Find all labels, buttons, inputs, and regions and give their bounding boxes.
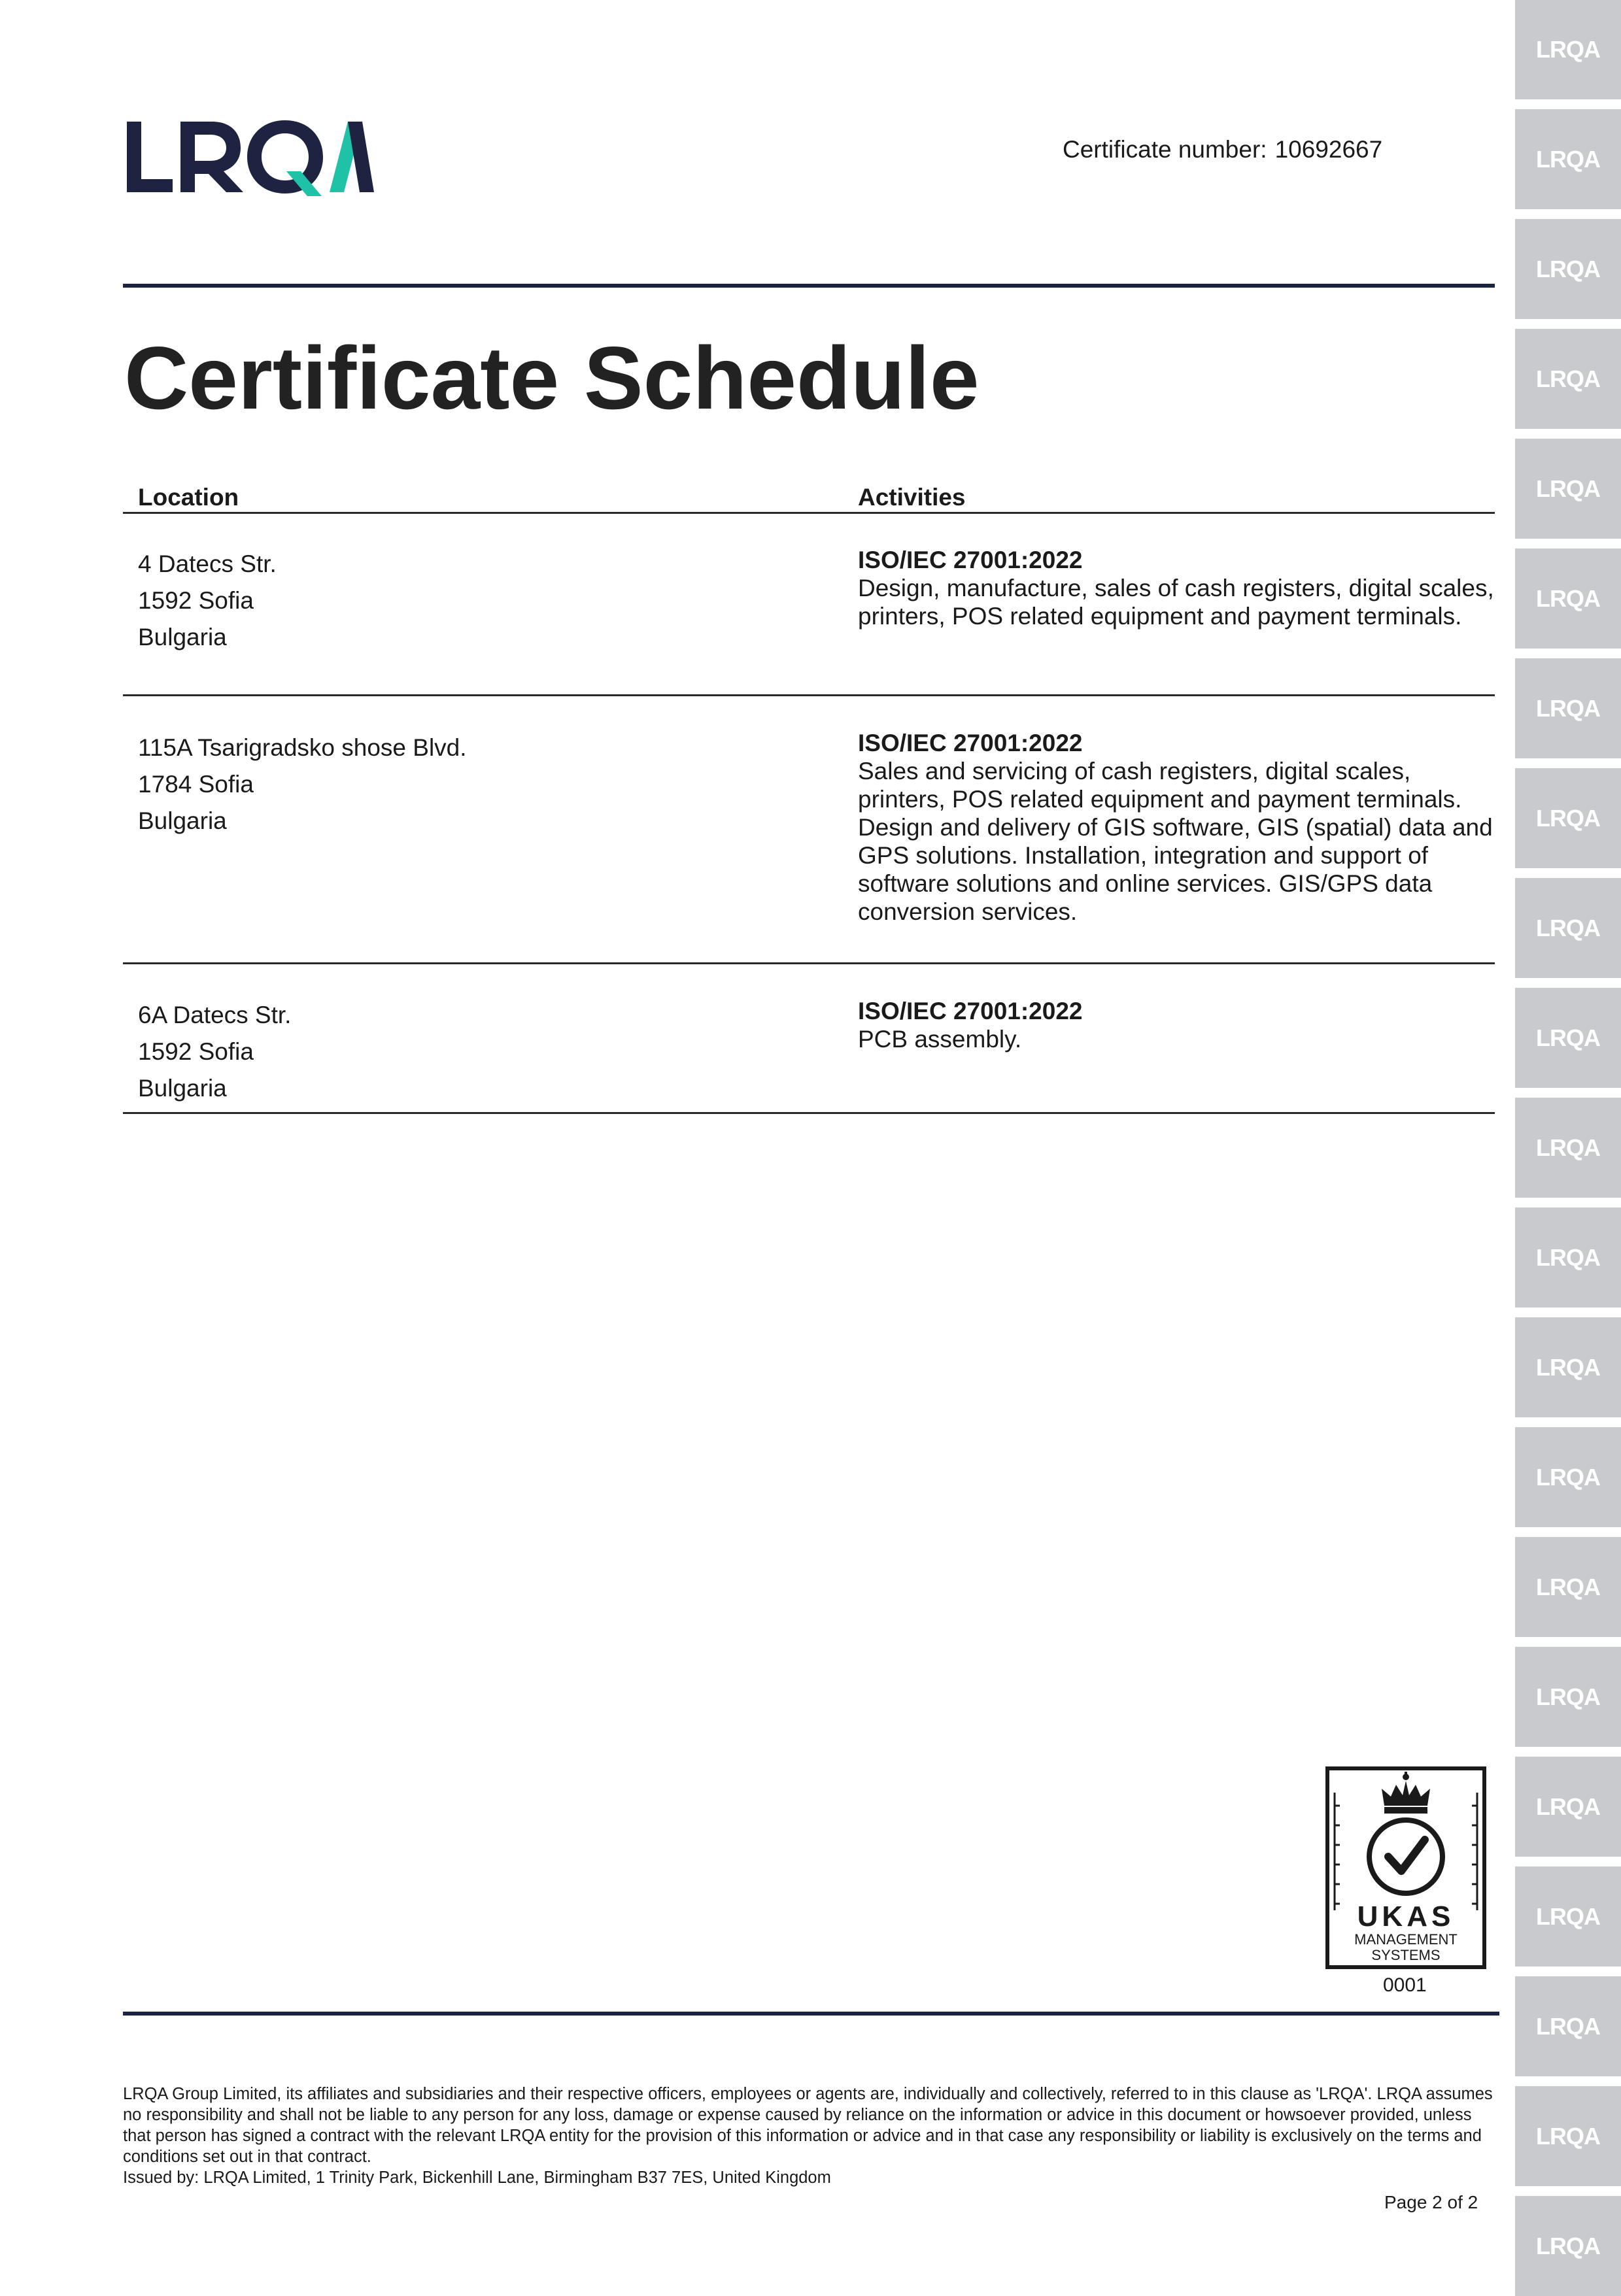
side-tab-label: LRQA (1515, 768, 1621, 868)
side-tab-label: LRQA (1515, 988, 1621, 1088)
side-tab-label: LRQA (1515, 2196, 1621, 2296)
side-tab-label: LRQA (1515, 1098, 1621, 1198)
address-line: 1592 Sofia (138, 1038, 254, 1065)
ukas-title: UKAS (1357, 1900, 1455, 1933)
table-bottom-divider (123, 1112, 1495, 1114)
address-line: Bulgaria (138, 624, 227, 650)
ukas-code: 0001 (1383, 1974, 1427, 1996)
certificate-number-value: 10692667 (1274, 136, 1383, 163)
ukas-accreditation-mark (1325, 1766, 1486, 1969)
side-tab-label: LRQA (1515, 1647, 1621, 1747)
side-tab-label: LRQA (1515, 1207, 1621, 1308)
ukas-line-2: SYSTEMS (1371, 1947, 1441, 1963)
side-tab-label: LRQA (1515, 2086, 1621, 2186)
standard-label: ISO/IEC 27001:2022 (858, 547, 1083, 573)
address-line: 6A Datecs Str. (138, 1002, 292, 1028)
column-header-location: Location (138, 484, 239, 511)
side-tab-label: LRQA (1515, 549, 1621, 649)
side-tab-label: LRQA (1515, 219, 1621, 319)
side-tab-label: LRQA (1515, 658, 1621, 758)
side-tab-label: LRQA (1515, 109, 1621, 209)
side-tab-label: LRQA (1515, 1317, 1621, 1417)
column-header-activities: Activities (858, 484, 966, 511)
certificate-number (1063, 136, 1382, 163)
address-line: 115A Tsarigradsko shose Blvd. (138, 734, 467, 761)
legal-disclaimer (123, 2084, 1503, 2188)
ukas-line-1: MANAGEMENT (1354, 1931, 1458, 1948)
table-row-1-activities (858, 546, 1499, 630)
table-row-1-location (138, 546, 277, 656)
lrqa-logo (126, 116, 374, 197)
activities-text: Design, manufacture, sales of cash registers, digital scales, printers, POS related equipment and payment terminals. (858, 575, 1494, 630)
table-row-2-activities (858, 729, 1499, 926)
address-line: Bulgaria (138, 1075, 227, 1102)
side-tab-label: LRQA (1515, 1976, 1621, 2076)
standard-label: ISO/IEC 27001:2022 (858, 730, 1083, 756)
side-tab-label: LRQA (1515, 878, 1621, 978)
table-row-3-activities (858, 997, 1499, 1053)
side-tab-label: LRQA (1515, 1866, 1621, 1967)
page-number: Page 2 of 2 (1384, 2192, 1478, 2212)
disclaimer-text: LRQA Group Limited, its affiliates and subsidiaries and their respective officers, employees or agents are, individually and collectively, referred to in this clause as 'LRQA'. LRQA assumes no responsibility and shall not be liable to any person for any loss, damage or expense caused by reliance on the information or advice in this document or howsoever provided, unless that person has signed a contract with the relevant LRQA entity for the provision of this information or advice and in that case any responsibility or liability is exclusively on the terms and conditions set out in that contract. (123, 2085, 1493, 2166)
table-row-divider (123, 962, 1495, 964)
address-line: 4 Datecs Str. (138, 550, 277, 577)
side-tab-label: LRQA (1515, 1537, 1621, 1637)
table-row-2-location (138, 730, 467, 839)
address-line: 1592 Sofia (138, 587, 254, 614)
side-tab-label: LRQA (1515, 329, 1621, 429)
side-tab-strip (1512, 0, 1621, 2291)
activities-text: PCB assembly. (858, 1026, 1022, 1053)
activities-text: Sales and servicing of cash registers, digital scales, printers, POS related equipment and payment terminals. Design and delivery of GIS software, GIS (spatial) data and GPS solutions. Installation, integration and support of software solutions and online services. GIS/GPS data conversion services. (858, 758, 1493, 925)
page-title: Certificate Schedule (124, 328, 980, 428)
footer-divider (123, 2012, 1499, 2016)
side-tab-label: LRQA (1515, 0, 1621, 99)
table-row-divider (123, 694, 1495, 696)
side-tab-label: LRQA (1515, 439, 1621, 539)
table-row-3-location (138, 997, 291, 1107)
side-tab-label: LRQA (1515, 1757, 1621, 1857)
side-tab-label: LRQA (1515, 1427, 1621, 1527)
header-divider (123, 284, 1495, 288)
table-header-divider (123, 512, 1495, 514)
address-line: 1784 Sofia (138, 771, 254, 798)
certificate-number-label: Certificate number: (1063, 136, 1267, 163)
address-line: Bulgaria (138, 807, 227, 834)
issued-by-text: Issued by: LRQA Limited, 1 Trinity Park, Bickenhill Lane, Birmingham B37 7ES, United Kingdom (123, 2169, 831, 2187)
standard-label: ISO/IEC 27001:2022 (858, 998, 1083, 1024)
